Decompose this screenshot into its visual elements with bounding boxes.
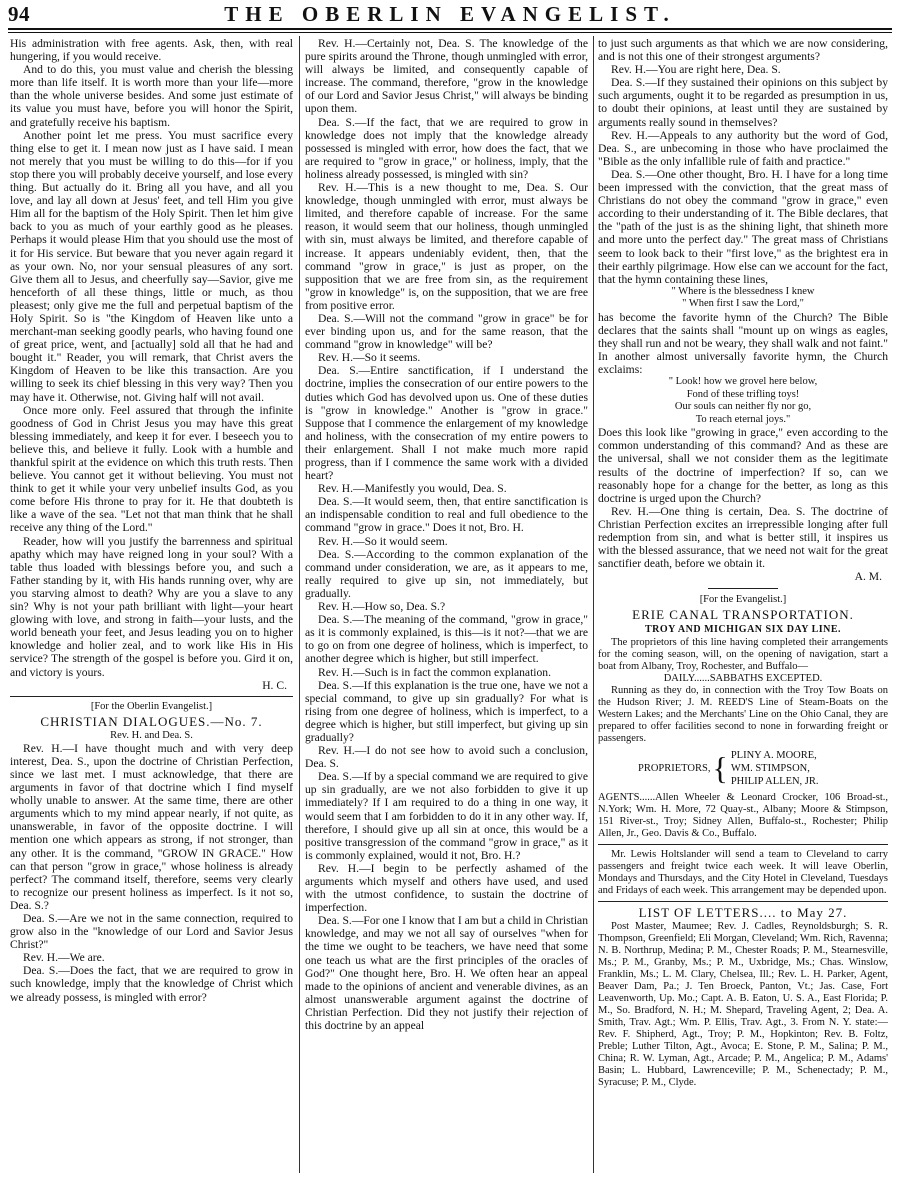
letters-title: LIST OF LETTERS.... to May 27. xyxy=(638,904,848,920)
dialogue-paragraph: Dea. S.—If this explanation is the true one, have we not a special command, to give up sin gradually? For what is rising from one degree of holiness, which is imperfect, to a degree which is higher, but still imperfect, but giving up sin gradually? xyxy=(305,678,588,744)
dialogue-paragraph: Dea. S.—The meaning of the command, "grow in grace," as it is commonly explained, is this—is it not?—that we are to go on from one degree of holiness, which is imperfect, to another degree which is higher, but still imperfect. xyxy=(305,613,588,666)
dialogue-paragraph: Rev. H.—Such is in fact the common explanation. xyxy=(318,665,552,679)
canal-title: ERIE CANAL TRANSPORTATION. xyxy=(632,607,854,623)
header-rule-thin xyxy=(8,32,892,33)
masthead: THE OBERLIN EVANGELIST. xyxy=(224,2,676,26)
brace-glyph: { xyxy=(712,750,728,787)
column-divider xyxy=(593,36,594,1173)
canal-daily: DAILY......SABBATHS EXCEPTED. xyxy=(663,672,823,684)
canal-body: The proprietors of this line having completed their arrangements for the coming season, will, on the opening of navigation, start a boat from Albany, Troy, Rochester, and Buffalo— xyxy=(598,636,888,672)
section-rule xyxy=(708,588,778,589)
dialogue-paragraph: Dea. S.—If by a special command we are required to give up sin gradually, are we not also forbidden to give it up immediately? If I am required to do a thing in one way, it would seem that I am forbidden to do it in any other way. If, therefore, I should give up all sin at once, this would be a positive transgression of the command "grow in grace," as it is commonly explained, would it not, Bro. H.? xyxy=(305,770,588,862)
dialogue-paragraph: Rev. H.—I have thought much and with very deep interest, Dea. S., upon the doctrine of Christian Perfection, since we last met. I must acknowledge, that there are arguments in favor of that doctrine which I find myself wholly unable to answer. At the same time, there are other arguments which to my mind appear nearly, if not quite, as unanswerable, in favor of the opposite doctrine. I will mention one which appears as strong, if not stronger, than any other. It is the command, "GROW IN GRACE." How can that person "grow in grace," whose holiness is already perfect? The command itself, therefore, seems very clearly to recognize our present holiness as imperfect. Is it not so, Dea. S.? xyxy=(10,741,293,912)
canal-body-2: Running as they do, in connection with the Troy Tow Boats on the Hudson River; J. M. REED'S Line of Steam-Boats on the Western Lakes; and the Merchants' Line on the Ohio Canal, they are prepared to offer facilities second to none in forwarding freight or passengers. xyxy=(598,684,888,744)
dialogue-paragraph: Rev. H.—We are. xyxy=(23,951,105,965)
letters-body: Post Master, Maumee; Rev. J. Cadles, Reynoldsburgh; S. R. Thompson, Greenfield; Eli Morgan, Cleveland; Wm. Rich, Ravenna; N. B. Northrup, Medina; P. M., Chester Roads; P. M., Stearnesville, Ms.; P. M., Granby, Ms.; P. M., Uxbridge, Ms.; Chas. Winslow, Franklin, Ms.; L. M. Clary, Chelsea, Ill.; Rev. L. H. Parker, Agent, Beaver Dam, Pa.; J. Ten Broeck, Panton, Vt.; Jas. Case, Fort Leavenworth, Up. Mo.; Capt. A. B. Eaton, U. S. A., East Florida; P. M., So. Bradford, N. H.; M. Shepard, Traveling Agent, 2; Dea. A. Smith, Trav. Agt.; Wm. P. Ellis, Trav. Agt., 3. From N. Y. state:—Rev. F. Shipherd, Agt., Troy; P. M., Hopkinton; Rev. B. Foltz, Preble; Luther Tilton, Agt., Avoca; E. Stone, P. M., Salina; P. M., China; R. W. Lyman, Agt., Arcade; P. M., Angelica; P. M., Adams' Basin; L. Hubbard, Lawrenceville; P. M., Schenectady; P. M., Syracuse; P. M., Clyde. xyxy=(598,920,888,1088)
dialogue-paragraph: Does this look like "growing in grace," even according to the common understanding of this command? And as these are the universal, shall we not consider them as the legitimate results of the doctrine of imperfection? If so, can we reasonably hope for a change for the better, as long as this doctrine is urged upon the Church? xyxy=(598,426,888,505)
header-rule xyxy=(8,28,892,30)
column-divider xyxy=(299,36,300,1173)
holtslander-notice: Mr. Lewis Holtslander will send a team to Cleveland to carry passengers and freight twice each week. It will leave Oberlin, Mondays and Thursdays, and the City Hotel in Cleveland, Tuesdays and Fridays of each week. This arrangement may be depended upon. xyxy=(598,848,888,896)
dialogue-paragraph: Dea. S.—If they sustained their opinions on this subject by such arguments, ought it to be regarded as presumption in us, to doubt their opinions, at least until they are sustained by arguments really sound in themselves? xyxy=(598,76,888,129)
proprietor-name: PHILIP ALLEN, JR. xyxy=(730,775,819,787)
paragraph: And to do this, you must value and cherish the blessing more than life itself. It is worth more than your life—more than the whole universe besides. And some just estimate of its value you must have, before you will honor the Spirit, and gratefully receive his baptism. xyxy=(10,63,293,129)
dialogue-paragraph: Dea. S.—It would seem, then, that entire sanctification is an indispensable condition to real and full obedience to the command "grow in grace." Does it not, Bro. H. xyxy=(305,495,588,535)
paragraph: Another point let me press. You must sacrifice every thing else to get it. I mean now just as I have said. I mean not merely that you must be willing to do this—for if you stop there you will probably deceive yourself, and lose every thing. But actually do it. Bring all you have, and all you love, and lay all down at Jesus' feet, and tell Him you give Him all for the baptism of the Holy Spirit. Then let him give back to you as much of your earthly good as he pleases. Perhaps it would please Him that you should use the most of it for His service. But beware that you never again regard it as your own. No, nor your sensual pleasures of any sort. Give them all to Jesus, and cheerfully say—Savior, give me henceforth of all these things, little or much, as thou pleasest; only give me the full and perpetual baptism of the Holy Spirit. So is "the Kingdom of Heaven like unto a merchant-man seeking goodly pearls, who having found one of great price, went, and [actually] sold all that he had and bought it." Reader, you will remark, that Christ avers the Kingdom of Heaven to be like this transaction. Are you willing to seek its chief blessing in this very way? Then you may have it. Otherwise, not. Giving half will not avail. xyxy=(10,128,293,404)
proprietor-name: PLINY A. MOORE, xyxy=(730,749,817,761)
verse-line: " Where is the blessedness I knew xyxy=(671,285,815,297)
canal-source: [For the Evangelist.] xyxy=(699,594,787,606)
verse-line: Fond of these trifling toys! xyxy=(686,388,800,400)
dialogue-title: CHRISTIAN DIALOGUES.—No. 7. xyxy=(40,713,263,729)
proprietor-name: WM. STIMPSON, xyxy=(730,762,810,774)
section-rule xyxy=(598,901,888,902)
verse-line: " Look! how we grovel here below, xyxy=(668,376,818,388)
dialogue-paragraph: Dea. S.—If the fact, that we are required to grow in knowledge does not imply that the knowledge already possessed is mingled with error, how does the fact, that we are required to "grow in grace," or holiness, imply, that the holiness already possessed, is mingled with sin? xyxy=(305,115,588,181)
verse-line: " When first I saw the Lord," xyxy=(682,298,804,310)
dialogue-paragraph: Dea. S.—Will not the command "grow in grace" be for ever binding upon us, and for the same reason, that the command "grow in knowledge" will be? xyxy=(305,311,588,352)
proprietor-names xyxy=(731,749,819,788)
dialogue-speakers: Rev. H. and Dea. S. xyxy=(110,729,193,741)
paragraph: Once more only. Feel assured that through the infinite goodness of God in Christ Jesus you may have this great blessing immediately, and keep it for ever. I beseech you to believe this, and believe it fully. Look with a humble and thankful spirit at the evidence on which this truth rests. Then believe. You cannot get it without believing. You must not think to get it while your very unbelief insults God, as you come before His throne to pray for it. He that doubteth is like a wave of the sea. "Let not that man think that he shall receive any thing of the Lord." xyxy=(10,403,293,535)
dialogue-paragraph: Rev. H.—So it would seem. xyxy=(318,534,448,548)
dialogue-paragraph: Rev. H.—I do not see how to avoid such a conclusion, Dea. S. xyxy=(305,744,588,771)
column-2 xyxy=(305,37,588,1175)
signature: H. C. xyxy=(262,678,287,692)
canal-subtitle: TROY AND MICHIGAN SIX DAY LINE. xyxy=(644,624,842,636)
proprietors-label: PROPRIETORS, xyxy=(638,762,711,774)
verse-line: Our souls can neither fly nor go, xyxy=(674,401,812,413)
section-rule xyxy=(598,844,888,845)
column-1 xyxy=(10,37,293,1175)
dialogue-paragraph: Rev. H.—Appeals to any authority but the word of God, Dea. S., are unbecoming in those who have proclaimed the "Bible as the only infallible rule of faith and practice." xyxy=(598,128,888,168)
paragraph: Reader, how will you justify the barrenness and spiritual apathy which may have reigned long in your soul? With a table thus loaded with blessings before you, and such a Father standing by it, with His hands running over, why are you starving almost to death? Why are you a slave to any sin? Why is not your path brilliant with light—your heart glowing with love, and strong in faith—your lusts, and the world beneath your feet, and Jesus leading you on to higher knowledge and holier zeal, and to work like His in His service? The strength of the gospel is before you. Gird it on, and victory is yours. xyxy=(10,534,293,679)
page-number: 94 xyxy=(8,2,30,26)
dialogue-paragraph: Rev. H.—I begin to be perfectly ashamed of the arguments which myself and others have used, and used with the utmost confidence, to sustain the doctrine of imperfection. xyxy=(305,861,588,915)
dialogue-paragraph: Dea. S.—Entire sanctification, if I understand the doctrine, implies the consecration of our entire powers to the duties which God has devolved upon us. One of these duties is "grow in knowledge." Another is "grow in grace." Suppose that I commence the enlargement of my knowledge and holiness, with the consecration of my entire powers to their enlargement. Shall I not make much more rapid progress, than if I commence the same work with a divided heart? xyxy=(305,364,588,483)
verse-line: To reach eternal joys." xyxy=(695,413,791,425)
canal-agents: AGENTS......Allen Wheeler & Leonard Crocker, 106 Broad-st., N.York; Wm. H. More, 72 Quay-st., Albany; Moore & Stimpson, 151 River-st., Troy; Sidney Allen, Buffalo-st., Rochester; Philip Allen, Jr., Geo. Davis & Co., Buffalo. xyxy=(598,791,888,839)
proprietors-block xyxy=(638,749,888,788)
dialogue-paragraph: Rev. H.—Certainly not, Dea. S. The knowledge of the pure spirits around the Throne, though unmingled with error, will always be limited, and consequently capable of increase. The command, therefore, "grow in the knowledge of our Lord and Savior Jesus Christ," will always be binding upon them. xyxy=(305,37,588,116)
dialogue-paragraph: Rev. H.—How so, Dea. S.? xyxy=(318,600,446,614)
dialogue-paragraph: Dea. S.—Does the fact, that we are required to grow in such knowledge, imply that the knowledge of Christ which we already possess, is mingled with error? xyxy=(10,964,293,1004)
dialogue-paragraph: has become the favorite hymn of the Church? The Bible declares that the saints shall "mount up on wings as eagles, they shall run and not be weary, they shall walk and not faint." In another almost universally favorite hymn, the Church exclaims: xyxy=(598,310,888,377)
section-rule xyxy=(10,696,293,697)
page-header xyxy=(8,2,892,26)
dialogue-paragraph: Rev. H.—So it seems. xyxy=(318,351,421,365)
paragraph: His administration with free agents. Ask, then, with real hungering, if you would receive. xyxy=(10,37,293,64)
dialogue-paragraph: Dea. S.—For one I know that I am but a child in Christian knowledge, and may we not all say of ourselves "when for the time we ought to be teachers, we have need that some one teach us what are the first principles of the oracles of God?" One thought here, Bro. H. We often hear an appeal made to the opinions of ancient and venerable divines, as an almost unanswerable argument against the doctrine of Christian Perfection. Did they not justify their rejection of this doctrine by an appeal xyxy=(305,914,588,1033)
dialogue-paragraph: Dea. S.—One other thought, Bro. H. I have for a long time been impressed with the conviction, that the great mass of Christians do not obey the command "grow in grace," even according to their understanding of it. The Bible declares, that the "path of the just is as the shining light, that shineth more and more unto the perfect day." The great mass of Christians seem to look back to their "first love," as the brightest era in their earthly pilgrimage. How else can we account for the fact, that the hymn containing these lines, xyxy=(598,167,888,286)
signature: A. M. xyxy=(854,570,882,584)
dialogue-paragraph: to just such arguments as that which we are now considering, and is not this one of their strongest arguments? xyxy=(598,37,888,64)
dialogue-paragraph: Rev. H.—One thing is certain, Dea. S. The doctrine of Christian Perfection excites an irrepressible longing after full redemption from sin, and what is better still, it inspires us with the blessed assurance, that we need not wait for the great sanctifier death, before we obtain it. xyxy=(598,504,888,571)
dialogue-paragraph: Dea. S.—According to the common explanation of the command under consideration, we are, as it appears to me, really required to give up sin, not immediately, but gradually. xyxy=(305,547,588,600)
dialogue-paragraph: Rev. H.—This is a new thought to me, Dea. S. Our knowledge, though unmingled with error, must always be limited, and therefore capable of increase. For the same reason, it would seem that our holiness, though unmingled with sin, must always be limited, and therefore capable of increase. It appears undeniably evident, then, that the command "grow in grace," is just as proper, on the supposition that we are free from sin, as the requirement "grow in knowledge" is, on the supposition, that we are free from positive error. xyxy=(305,181,588,312)
dialogue-paragraph: Dea. S.—Are we not in the same connection, required to grow also in the "knowledge of our Lord and Savior Jesus Christ?" xyxy=(10,912,293,952)
column-3 xyxy=(598,37,888,1175)
dialogue-paragraph: Rev. H.—You are right here, Dea. S. xyxy=(611,63,781,77)
dialogue-source: [For the Oberlin Evangelist.] xyxy=(90,700,213,712)
dialogue-paragraph: Rev. H.—Manifestly you would, Dea. S. xyxy=(318,482,507,496)
